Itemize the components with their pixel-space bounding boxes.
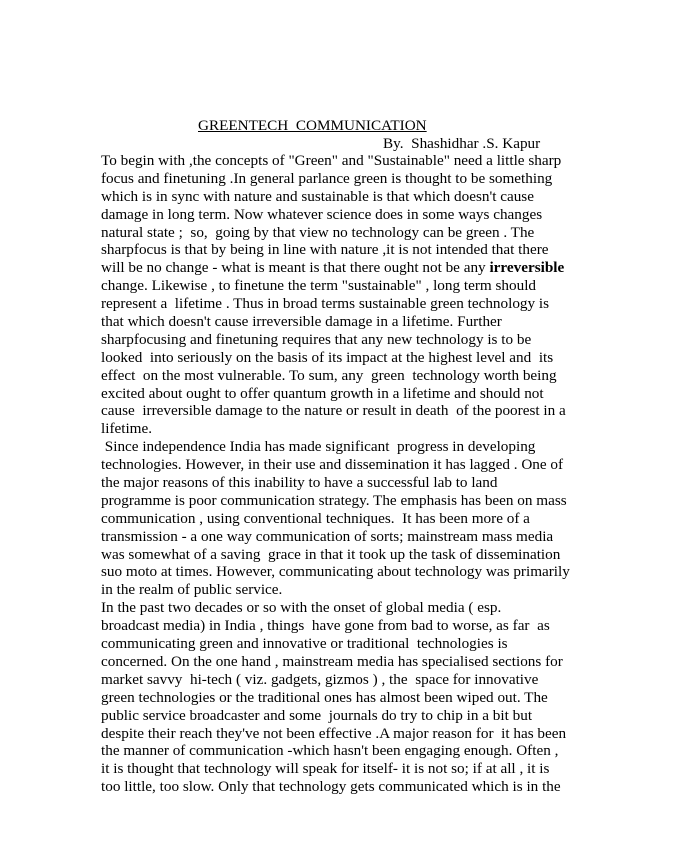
text-line	[101, 277, 591, 295]
text-segment: represent a lifetime . Thus in broad terms sustainable green technology is	[101, 295, 550, 313]
text-segment: cause irreversible damage to the nature or result in death of the poorest in a	[101, 402, 566, 420]
text-segment: the manner of communication -which hasn't been engaging enough. Often ,	[101, 742, 559, 760]
text-line	[101, 563, 591, 581]
text-segment: sharpfocus is that by being in line with nature ,it is not intended that there	[101, 241, 549, 259]
text-segment: transmission - a one way communication of sorts; mainstream mass media	[101, 527, 554, 545]
text-line	[101, 510, 591, 528]
text-line	[101, 546, 591, 564]
text-line	[101, 617, 591, 635]
text-line	[101, 635, 591, 653]
text-segment: concerned. On the one hand , mainstream media has specialised sections for	[101, 652, 563, 670]
text-line	[101, 152, 591, 170]
text-line	[101, 402, 591, 420]
text-line	[101, 438, 591, 456]
text-segment: technologies. However, in their use and dissemination it has lagged . One of	[101, 456, 564, 474]
document-title: GREENTECH COMMUNICATION	[198, 117, 427, 134]
text-line	[101, 689, 591, 707]
text-segment: looked into seriously on the basis of its impact at the highest level and its	[101, 348, 554, 366]
text-line	[101, 742, 591, 760]
text-segment: it is thought that technology will speak for itself- it is not so; if at all , it is	[101, 760, 550, 778]
text-segment: too little, too slow. Only that technology gets communicated which is in the	[101, 778, 561, 796]
text-segment: broadcast media) in India , things have gone from bad to worse, as far as	[101, 617, 550, 635]
text-segment: despite their reach they've not been effective .A major reason for it has been	[101, 724, 567, 742]
text-segment: excited about ought to offer quantum growth in a lifetime and should not	[101, 384, 544, 402]
text-segment: natural state ; so, going by that view no technology can be green . The	[101, 223, 535, 241]
text-segment: Since independence India has made significant progress in developing	[101, 438, 536, 456]
text-line	[101, 581, 591, 599]
text-line	[101, 295, 591, 313]
text-line	[101, 528, 591, 546]
text-segment: the major reasons of this inability to have a successful lab to land	[101, 474, 498, 492]
text-line	[101, 313, 591, 331]
text-segment: focus and finetuning .In general parlance green is thought to be something	[101, 169, 553, 187]
text-line	[101, 725, 591, 743]
text-line	[101, 170, 591, 188]
text-line	[101, 385, 591, 403]
text-segment: will be no change - what is meant is that there ought not be any	[101, 259, 490, 277]
text-segment: communication , using conventional techniques. It has been more of a	[101, 509, 530, 527]
text-segment: which is in sync with nature and sustainable is that which doesn't cause	[101, 187, 534, 205]
text-segment: suo moto at times. However, communicating about technology was primarily	[101, 563, 570, 581]
text-line	[101, 349, 591, 367]
text-line	[101, 492, 591, 510]
text-line	[101, 760, 591, 778]
text-line	[101, 420, 591, 438]
text-segment: lifetime.	[101, 420, 153, 438]
text-segment: programme is poor communication strategy. The emphasis has been on mass	[101, 491, 567, 509]
text-segment: communicating green and innovative or traditional technologies is	[101, 635, 508, 653]
text-line	[101, 671, 591, 689]
text-segment: public service broadcaster and some journals do try to chip in a bit but	[101, 706, 533, 724]
text-segment: In the past two decades or so with the onset of global media ( esp.	[101, 599, 502, 617]
document-body	[101, 152, 591, 796]
text-line	[101, 367, 591, 385]
text-segment: market savvy hi-tech ( viz. gadgets, gizmos ) , the space for innovative	[101, 670, 539, 688]
text-segment: damage in long term. Now whatever science does in some ways changes	[101, 205, 543, 223]
text-line	[101, 778, 591, 796]
text-line	[101, 707, 591, 725]
text-line	[101, 474, 591, 492]
text-segment: effect on the most vulnerable. To sum, any green technology worth being	[101, 366, 557, 384]
text-line	[101, 224, 591, 242]
author-byline: By. Shashidhar .S. Kapur	[383, 135, 541, 152]
text-line	[101, 206, 591, 224]
emphasized-word: irreversible	[489, 259, 565, 277]
text-line	[101, 259, 591, 277]
text-line	[101, 331, 591, 349]
text-line	[101, 653, 591, 671]
text-segment: was somewhat of a saving grace in that it took up the task of dissemination	[101, 545, 561, 563]
text-line	[101, 188, 591, 206]
text-line	[101, 241, 591, 259]
text-segment: change. Likewise , to finetune the term "sustainable" , long term should	[101, 277, 537, 295]
text-segment: sharpfocusing and finetuning requires that any new technology is to be	[101, 330, 532, 348]
text-line	[101, 599, 591, 617]
text-segment: green technologies or the traditional ones has almost been wiped out. The	[101, 688, 548, 706]
text-segment: in the realm of public service.	[101, 581, 283, 599]
text-segment: To begin with ,the concepts of "Green" and "Sustainable" need a little sharp	[101, 152, 562, 169]
text-line	[101, 456, 591, 474]
text-segment: that which doesn't cause irreversible damage in a lifetime. Further	[101, 313, 502, 331]
